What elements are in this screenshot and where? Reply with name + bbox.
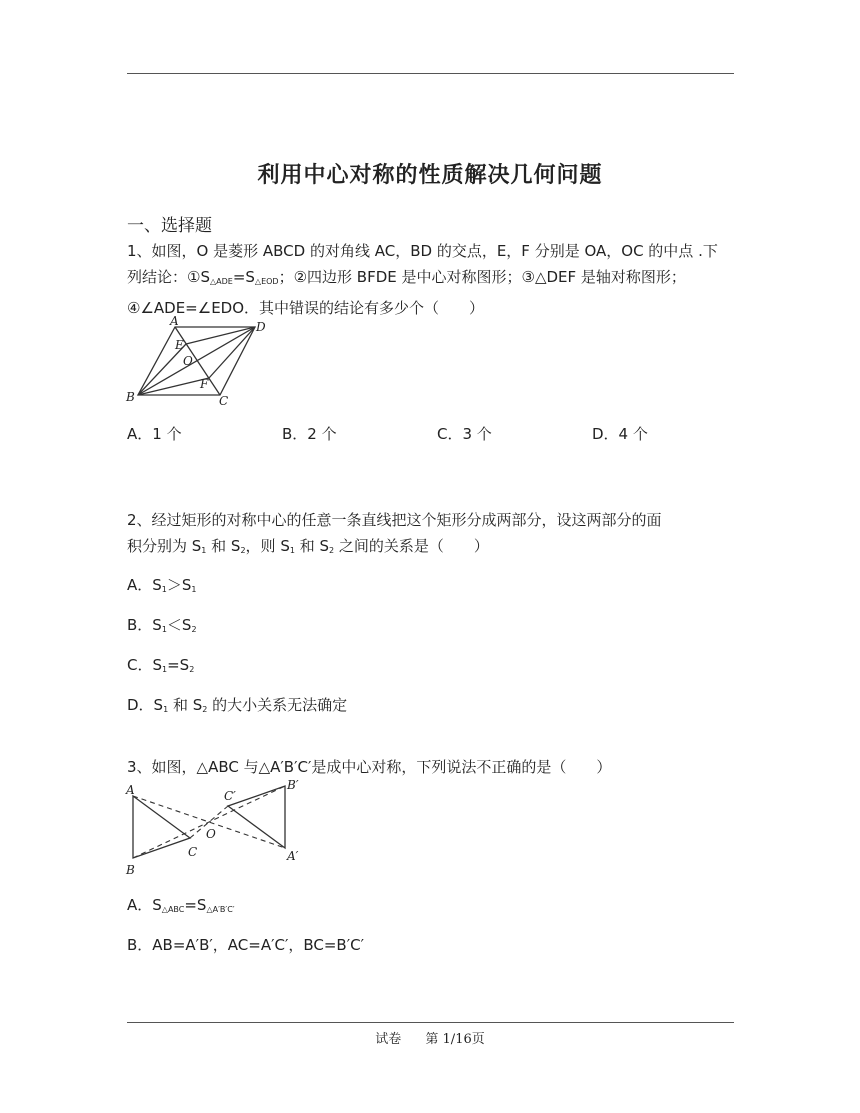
q2-b-sub-1: 1 [161,625,167,634]
q3-a-sub-2: △A′B′C′ [206,905,235,914]
page-number: 第 1/16页 [425,1032,485,1047]
question-1-text [127,238,737,321]
q2-option-c[interactable] [127,654,194,675]
q2-sub-3: 1 [289,546,295,555]
q2-option-a[interactable] [127,574,197,595]
label-o: O [206,827,216,841]
q2-option-d[interactable] [127,694,347,715]
q2-text-a: 积分别为 S [127,537,202,555]
q2-text-e: 之间的关系是（ ） [334,537,489,555]
q2-text-c: ，则 S [245,537,290,555]
label-a: A [126,783,135,797]
q2-b-sub-2: 2 [191,625,197,634]
label-c-prime: C′ [224,789,236,803]
q2-sub-1: 1 [201,546,207,555]
q2-text-b: 和 S [206,537,241,555]
q1-text-a: 列结论：①S [127,268,210,286]
segment-bf [138,378,209,395]
dashed-bb2 [133,786,285,858]
q2-line-2 [127,533,737,564]
q2-text-d: 和 S [294,537,329,555]
q1-sub-ade: △ADE [209,277,233,286]
q1-text-c: ；②四边形 BFDE 是中心对称图形；③△DEF 是轴对称图形； [278,268,686,286]
q2-d-text-c: 的大小关系无法确定 [207,696,348,714]
q2-a-text: A．S [127,576,162,594]
q1-line-3: ④∠ADE=∠EDO．其中错误的结论有多少个（ ） [127,299,485,317]
q1-text-b: =S [232,268,255,286]
q2-option-b[interactable] [127,614,197,635]
q2-c-sub-2: 2 [189,665,195,674]
q1-sub-eod: △EOD [254,277,279,286]
label-b: B [126,390,135,404]
label-c: C [219,394,229,408]
q2-line-1: 2、经过矩形的对称中心的任意一条直线把这个矩形分成两部分，设这两部分的面 [127,511,662,529]
q2-sub-4: 2 [329,546,335,555]
central-symmetry-figure [120,778,310,878]
q1-line-2 [127,264,737,295]
label-a: A [170,314,179,328]
label-d: D [256,320,266,334]
q3-option-a[interactable] [127,894,235,915]
q2-d-sub-2: 2 [202,705,208,714]
q1-option-a[interactable]: A．1 个 [127,425,182,443]
label-a-prime: A′ [287,849,299,863]
q2-c-op: =S [167,656,190,674]
label-e: E [175,338,184,352]
q1-option-d[interactable]: D．4 个 [592,425,648,443]
q2-a-op: ＞S [166,576,192,594]
footer-label: 试卷 [375,1032,402,1047]
footer-rule [127,1022,734,1023]
q2-c-text: C．S [127,656,162,674]
q2-d-text-b: 和 S [168,696,203,714]
section-heading: 一、选择题 [127,216,212,236]
question-2-text [127,507,737,564]
q1-line-1: 1、如图，O 是菱形 ABCD 的对角线 AC，BD 的交点，E，F 分别是 OA，OC 的中点 .下 [127,242,718,260]
page-footer [0,1028,860,1047]
label-c: C [188,845,198,859]
q2-a-sub-1: 1 [161,585,167,594]
q3-a-op: =S [184,896,207,914]
q3-option-b[interactable]: B．AB=A′B′，AC=A′C′，BC=B′C′ [127,936,365,954]
q2-a-sub-2: 1 [191,585,197,594]
q3-a-text: A．S [127,896,162,914]
segment-de [186,327,255,344]
q2-d-text: D．S [127,696,164,714]
q1-option-b[interactable]: B．2 个 [282,425,337,443]
label-b: B [126,863,135,877]
q2-d-sub-1: 1 [163,705,169,714]
q2-sub-2: 2 [240,546,246,555]
header-rule [127,73,734,74]
q2-c-sub-1: 1 [162,665,168,674]
label-o: O [183,354,193,368]
question-3-text [127,754,737,780]
q2-b-op: ＜S [166,616,192,634]
q3-line-1: 3、如图，△ABC 与△A′B′C′是成中心对称，下列说法不正确的是（ ） [127,758,612,776]
label-b-prime: B′ [287,778,299,792]
label-f: F [200,377,209,391]
q3-a-sub-1: △ABC [161,905,185,914]
q2-b-text: B．S [127,616,162,634]
q1-option-c[interactable]: C．3 个 [437,425,492,443]
rhombus-figure [120,315,270,410]
page-title: 利用中心对称的性质解决几何问题 [257,163,603,188]
